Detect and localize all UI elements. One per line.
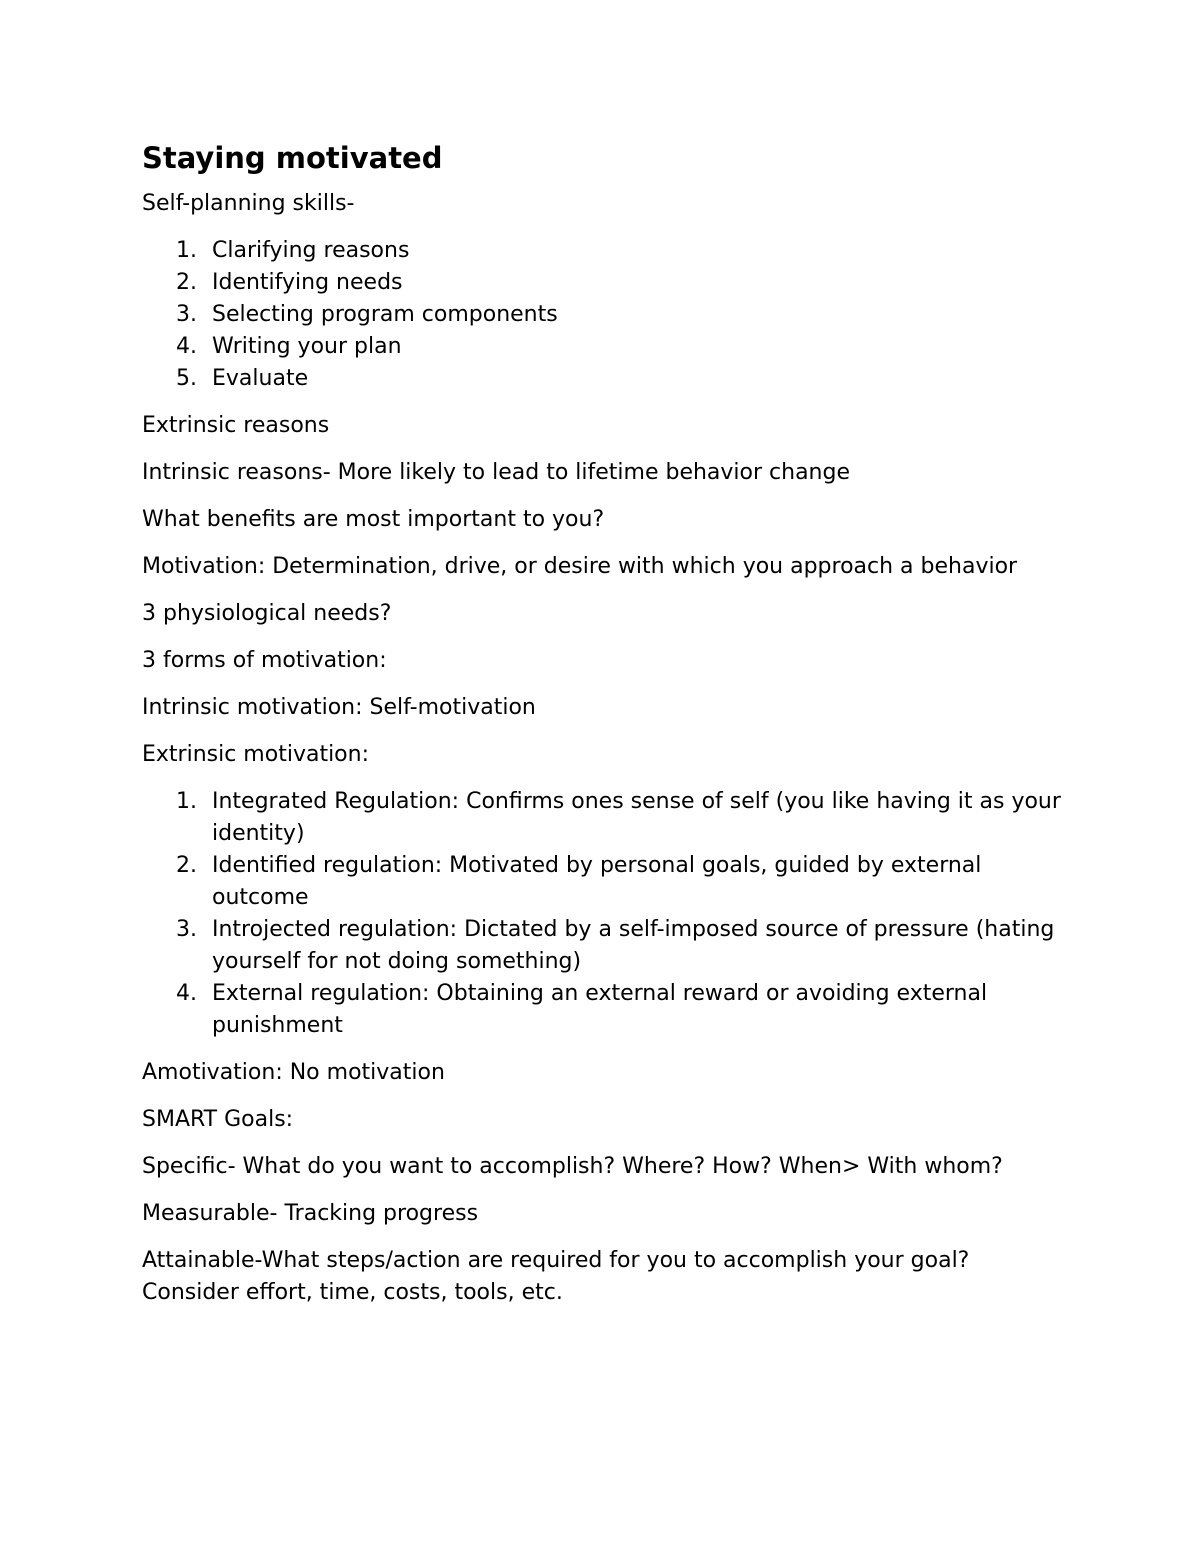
paragraph: Extrinsic reasons	[142, 413, 330, 438]
paragraph: Motivation: Determination, drive, or desire with which you approach a behavior	[142, 554, 1018, 579]
list-item	[142, 235, 1062, 267]
page-title: Staying motivated	[142, 141, 443, 175]
list-item	[142, 363, 1062, 395]
list-item-text: External regulation: Obtaining an external reward or avoiding external punishment	[212, 981, 988, 1038]
list-item	[142, 267, 1062, 299]
smart-goals-heading: SMART Goals:	[142, 1107, 294, 1132]
list-item-text: Writing your plan	[212, 334, 402, 359]
list-item-text: Clarifying reasons	[212, 238, 410, 263]
list-number: 4.	[176, 981, 197, 1006]
list-item	[142, 299, 1062, 331]
list-item-text: Identifying needs	[212, 270, 403, 295]
self-planning-list	[142, 235, 1062, 395]
list-item-text: Integrated Regulation: Confirms ones sense of self (you like having it as your identity)	[212, 789, 1061, 846]
list-number: 3.	[176, 917, 197, 942]
extrinsic-motivation-list	[142, 786, 1062, 1042]
paragraph: Specific- What do you want to accomplish? Where? How? When> With whom?	[142, 1154, 1003, 1179]
list-item	[142, 331, 1062, 363]
list-item	[142, 914, 1062, 978]
list-number: 2.	[176, 270, 197, 295]
list-item	[142, 850, 1062, 914]
document-page	[142, 136, 1062, 1324]
paragraph: Intrinsic motivation: Self-motivation	[142, 695, 536, 720]
paragraph: What benefits are most important to you?	[142, 507, 605, 532]
list-number: 3.	[176, 302, 197, 327]
paragraph: Attainable-What steps/action are required for you to accomplish your goal? Consider effort, time, costs, tools, etc.	[142, 1248, 970, 1305]
list-number: 4.	[176, 334, 197, 359]
paragraph: Intrinsic reasons- More likely to lead to lifetime behavior change	[142, 460, 850, 485]
extrinsic-motivation-heading: Extrinsic motivation:	[142, 742, 369, 767]
paragraph: 3 physiological needs?	[142, 601, 392, 626]
list-item-text: Introjected regulation: Dictated by a self-imposed source of pressure (hating yourself for not doing something)	[212, 917, 1055, 974]
list-number: 2.	[176, 853, 197, 878]
paragraph: Amotivation: No motivation	[142, 1060, 445, 1085]
list-number: 5.	[176, 366, 197, 391]
list-item-text: Selecting program components	[212, 302, 558, 327]
self-planning-heading: Self-planning skills-	[142, 191, 355, 216]
list-number: 1.	[176, 238, 197, 263]
paragraph: 3 forms of motivation:	[142, 648, 387, 673]
paragraph: Measurable- Tracking progress	[142, 1201, 479, 1226]
list-item	[142, 786, 1062, 850]
list-number: 1.	[176, 789, 197, 814]
list-item-text: Identified regulation: Motivated by personal goals, guided by external outcome	[212, 853, 982, 910]
list-item-text: Evaluate	[212, 366, 309, 391]
list-item	[142, 978, 1062, 1042]
